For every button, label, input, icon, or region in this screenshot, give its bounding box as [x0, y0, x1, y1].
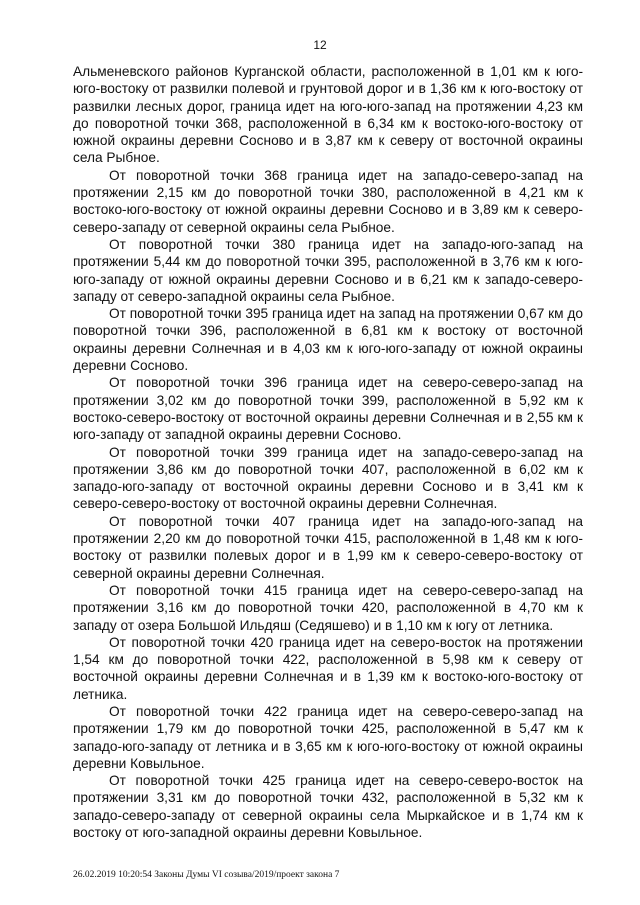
paragraph: От поворотной точки 422 граница идет на северо-северо-запад на протяжении 1,79 км до поворотной точки 425, расположенной в 5,47 км к западо-юго-западу от летника и в 3,65 км к юго-юго-востоку от южной окраины деревни Ковыльное.	[73, 703, 583, 771]
paragraph: От поворотной точки 425 граница идет на северо-северо-восток на протяжении 3,31 км до поворотной точки 432, расположенной в 5,32 км к западо-северо-западу от северной окраины села Мыркайское и в 1,74 км к востоку от юго-западной окраины деревни Ковыльное.	[73, 773, 583, 841]
paragraph: От поворотной точки 420 граница идет на северо-восток на протяжении 1,54 км до поворотной точки 422, расположенной в 5,98 км к северу от восточной окраины деревни Солнечная и в 1,39 км к востоко-юго-востоку от летника.	[73, 634, 583, 702]
paragraph: От поворотной точки 407 граница идет на западо-юго-запад на протяжении 2,20 км до поворотной точки 415, расположенной в 1,48 км к юго-востоку от развилки полевых дорог и в 1,99 км к северо-северо-востоку от северной окраины деревни Солнечная.	[73, 513, 583, 581]
paragraph: От поворотной точки 399 граница идет на западо-северо-запад на протяжении 3,86 км до поворотной точки 407, расположенной в 6,02 км к западо-юго-западу от восточной окраины деревни Сосново и в 3,41 км к северо-северо-востоку от восточной окраины деревни Солнечная.	[73, 444, 583, 512]
paragraph: От поворотной точки 368 граница идет на западо-северо-запад на протяжении 2,15 км до поворотной точки 380, расположенной в 4,21 км к востоко-юго-востоку от южной окраины деревни Сосново и в 3,89 км к северо-северо-западу от северной окраины села Рыбное.	[73, 167, 583, 235]
document-body	[73, 63, 583, 841]
page-footer: 26.02.2019 10:20:54 Законы Думы VI созыва/2019/проект закона 7	[73, 870, 340, 880]
paragraph: Альменевского районов Курганской области, расположенной в 1,01 км к юго-юго-востоку от развилки полевой и грунтовой дорог и в 1,36 км к юго-востоку от развилки лесных дорог, граница идет на юго-юго-запад на протяжении 4,23 км до поворотной точки 368, расположенной в 6,34 км к востоко-юго-востоку от южной окраины деревни Сосново и в 3,87 км к северу от восточной окраины села Рыбное.	[73, 64, 583, 166]
paragraph: От поворотной точки 415 граница идет на северо-северо-запад на протяжении 3,16 км до поворотной точки 420, расположенной в 4,70 км к западу от озера Большой Ильдяш (Седяшево) и в 1,10 км к югу от летника.	[73, 582, 583, 633]
paragraph: От поворотной точки 395 граница идет на запад на протяжении 0,67 км до поворотной точки 396, расположенной в 6,81 км к востоку от восточной окраины деревни Солнечная и в 4,03 км к юго-юго-западу от южной окраины деревни Сосново.	[73, 306, 583, 374]
paragraph: От поворотной точки 396 граница идет на северо-северо-запад на протяжении 3,02 км до поворотной точки 399, расположенной в 5,92 км к востоко-северо-востоку от восточной окраины деревни Солнечная и в 2,55 км к юго-западу от западной окраины деревни Сосново.	[73, 375, 583, 443]
paragraph: От поворотной точки 380 граница идет на западо-юго-запад на протяжении 5,44 км до поворотной точки 395, расположенной в 3,76 км к юго-юго-западу от южной окраины деревни Сосново и в 6,21 км к западо-северо-западу от северо-западной окраины села Рыбное.	[73, 236, 583, 304]
page-number: 12	[313, 38, 327, 52]
